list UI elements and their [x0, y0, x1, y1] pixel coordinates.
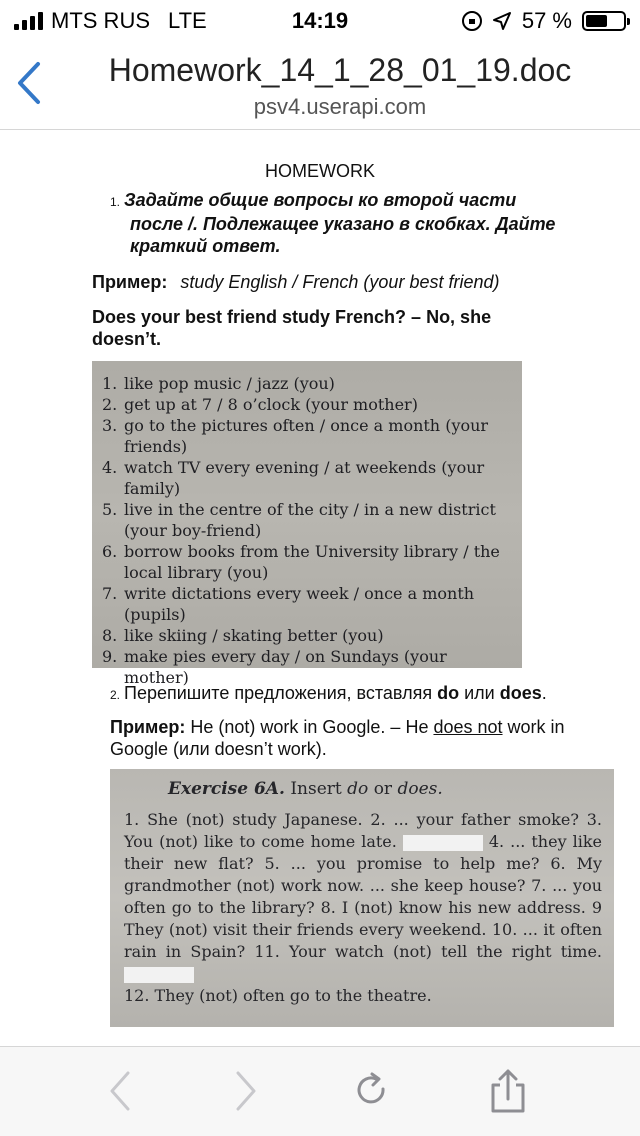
exercise-photo-2	[110, 769, 614, 1027]
exercise-6a-title: Exercise 6A.	[168, 779, 285, 799]
task-2-or: или	[464, 683, 495, 703]
reload-button[interactable]	[350, 1069, 394, 1113]
exercise-1-item-number: 5.	[102, 500, 118, 519]
chevron-left-icon	[10, 58, 54, 108]
exercise-1-item	[102, 373, 514, 394]
exercise-6a-do: do	[347, 779, 369, 799]
task-2-instruction	[110, 683, 547, 704]
exercise-1-item-number: 6.	[102, 542, 118, 561]
exercise-6a-heading	[168, 779, 602, 799]
exercise-1-item-number: 9.	[102, 647, 118, 666]
exercise-1-item-text: live in the centre of the city / in a new district (your boy-friend)	[124, 500, 496, 540]
location-icon	[492, 11, 512, 31]
exercise-1-item	[102, 583, 514, 625]
task-2-text: Перепишите предложения, вставляя	[124, 683, 433, 703]
exercise-1-item	[102, 541, 514, 583]
document-viewer[interactable]	[0, 131, 640, 1021]
status-bar	[0, 0, 640, 40]
exercise-1-item-text: go to the pictures often / once a month (your friends)	[124, 416, 489, 456]
example-2-before: He (not) work in Google. – He	[190, 717, 429, 737]
exercise-6a-or: or	[373, 779, 393, 799]
example-2-after: work in Google (или doesn’t work).	[110, 717, 565, 759]
task-2-number: 2.	[110, 688, 121, 702]
battery-percent: 57 %	[521, 8, 572, 33]
battery-icon	[582, 11, 626, 31]
exercise-1-item-number: 4.	[102, 458, 118, 477]
exercise-1-item-text: watch TV every evening / at weekends (your family)	[124, 458, 485, 498]
exercise-1-list	[102, 373, 514, 688]
browser-back-button[interactable]	[100, 1069, 144, 1113]
example-1	[92, 272, 499, 293]
battery-fill	[586, 15, 607, 27]
network-type: LTE	[168, 8, 207, 33]
exercise-1-item-text: make pies every day / on Sundays (your mother)	[124, 647, 447, 687]
exercise-6a-body	[124, 809, 602, 1007]
share-button[interactable]	[486, 1069, 530, 1113]
task-1-number: 1.	[110, 195, 121, 209]
exercise-1-item-text: write dictations every week / once a month (pupils)	[124, 584, 475, 624]
reload-icon	[350, 1069, 394, 1113]
task-2-word-does: does	[499, 683, 542, 703]
example-2	[110, 716, 590, 760]
back-button[interactable]	[10, 58, 54, 108]
exercise-1-item	[102, 646, 514, 688]
exercise-1-item-number: 7.	[102, 584, 118, 603]
exercise-6a-insert: Insert	[290, 779, 342, 799]
task-2-end: .	[541, 683, 547, 703]
document-title: Homework_14_1_28_01_19.doc	[108, 52, 572, 88]
exercise-1-item-number: 2.	[102, 395, 118, 414]
exercise-1-item-text: borrow books from the University library / the local library (you)	[124, 542, 500, 582]
back-icon	[100, 1069, 144, 1113]
example-1-label: Пример:	[92, 272, 168, 292]
exercise-1-item	[102, 394, 514, 415]
share-icon	[486, 1069, 530, 1113]
exercise-1-item	[102, 415, 514, 457]
exercise-1-item-text: get up at 7 / 8 o’clock (your mother)	[124, 395, 418, 414]
exercise-6a-part2: 4. ... they like their new flat? 5. ... you promise to help me? 6. My grandmother (not) work now. ... she keep house? 7. ... you often go to the library? 8. I (not) know his new address. 9 They (not) visit their friends every weekend. 10. ... it often rain in Spain? 11. Your watch (not) tell the right time.	[124, 832, 603, 961]
exercise-6a-does: does.	[397, 779, 443, 799]
exercise-6a-part1: 1. She (not) study Japanese. 2. ... your father smoke? 3. You (not) like to come home late.	[124, 810, 602, 851]
exercise-1-item-number: 1.	[102, 374, 118, 393]
browser-forward-button[interactable]	[222, 1069, 266, 1113]
homework-heading: HOMEWORK	[265, 161, 375, 181]
navigation-bar	[0, 40, 640, 130]
redaction-box	[403, 835, 483, 851]
exercise-6a-part3: 12. They (not) often go to the theatre.	[124, 986, 432, 1005]
example-2-underlined: does not	[433, 717, 503, 737]
exercise-1-item-text: like skiing / skating better (you)	[124, 626, 384, 645]
exercise-1-item-number: 8.	[102, 626, 118, 645]
carrier-name: MTS RUS	[51, 8, 150, 33]
forward-icon	[222, 1069, 266, 1113]
example-2-label: Пример:	[110, 717, 186, 737]
task-2-word-do: do	[437, 683, 460, 703]
exercise-photo-1	[92, 361, 522, 687]
task-1-line1: Задайте общие вопросы ко второй части	[124, 190, 517, 210]
exercise-1-item	[102, 625, 514, 646]
example-1-answer: Does your best friend study French? – No, she doesn’t.	[92, 307, 492, 349]
bottom-toolbar	[0, 1046, 640, 1136]
task-1-instruction	[110, 189, 600, 257]
document-host: psv4.userapi.com	[253, 94, 427, 119]
clock: 14:19	[291, 8, 349, 33]
exercise-1-item	[102, 499, 514, 541]
exercise-1-item	[102, 457, 514, 499]
task-1-rest: после /. Подлежащее указано в скобках. Дайте краткий ответ.	[130, 214, 556, 256]
status-right	[462, 8, 626, 34]
redaction-box	[124, 967, 194, 983]
rotation-lock-icon	[462, 11, 482, 31]
exercise-1-item-text: like pop music / jazz (you)	[124, 374, 335, 393]
exercise-1-item-number: 3.	[102, 416, 118, 435]
example-1-text: study English / French (your best friend)	[180, 272, 500, 292]
